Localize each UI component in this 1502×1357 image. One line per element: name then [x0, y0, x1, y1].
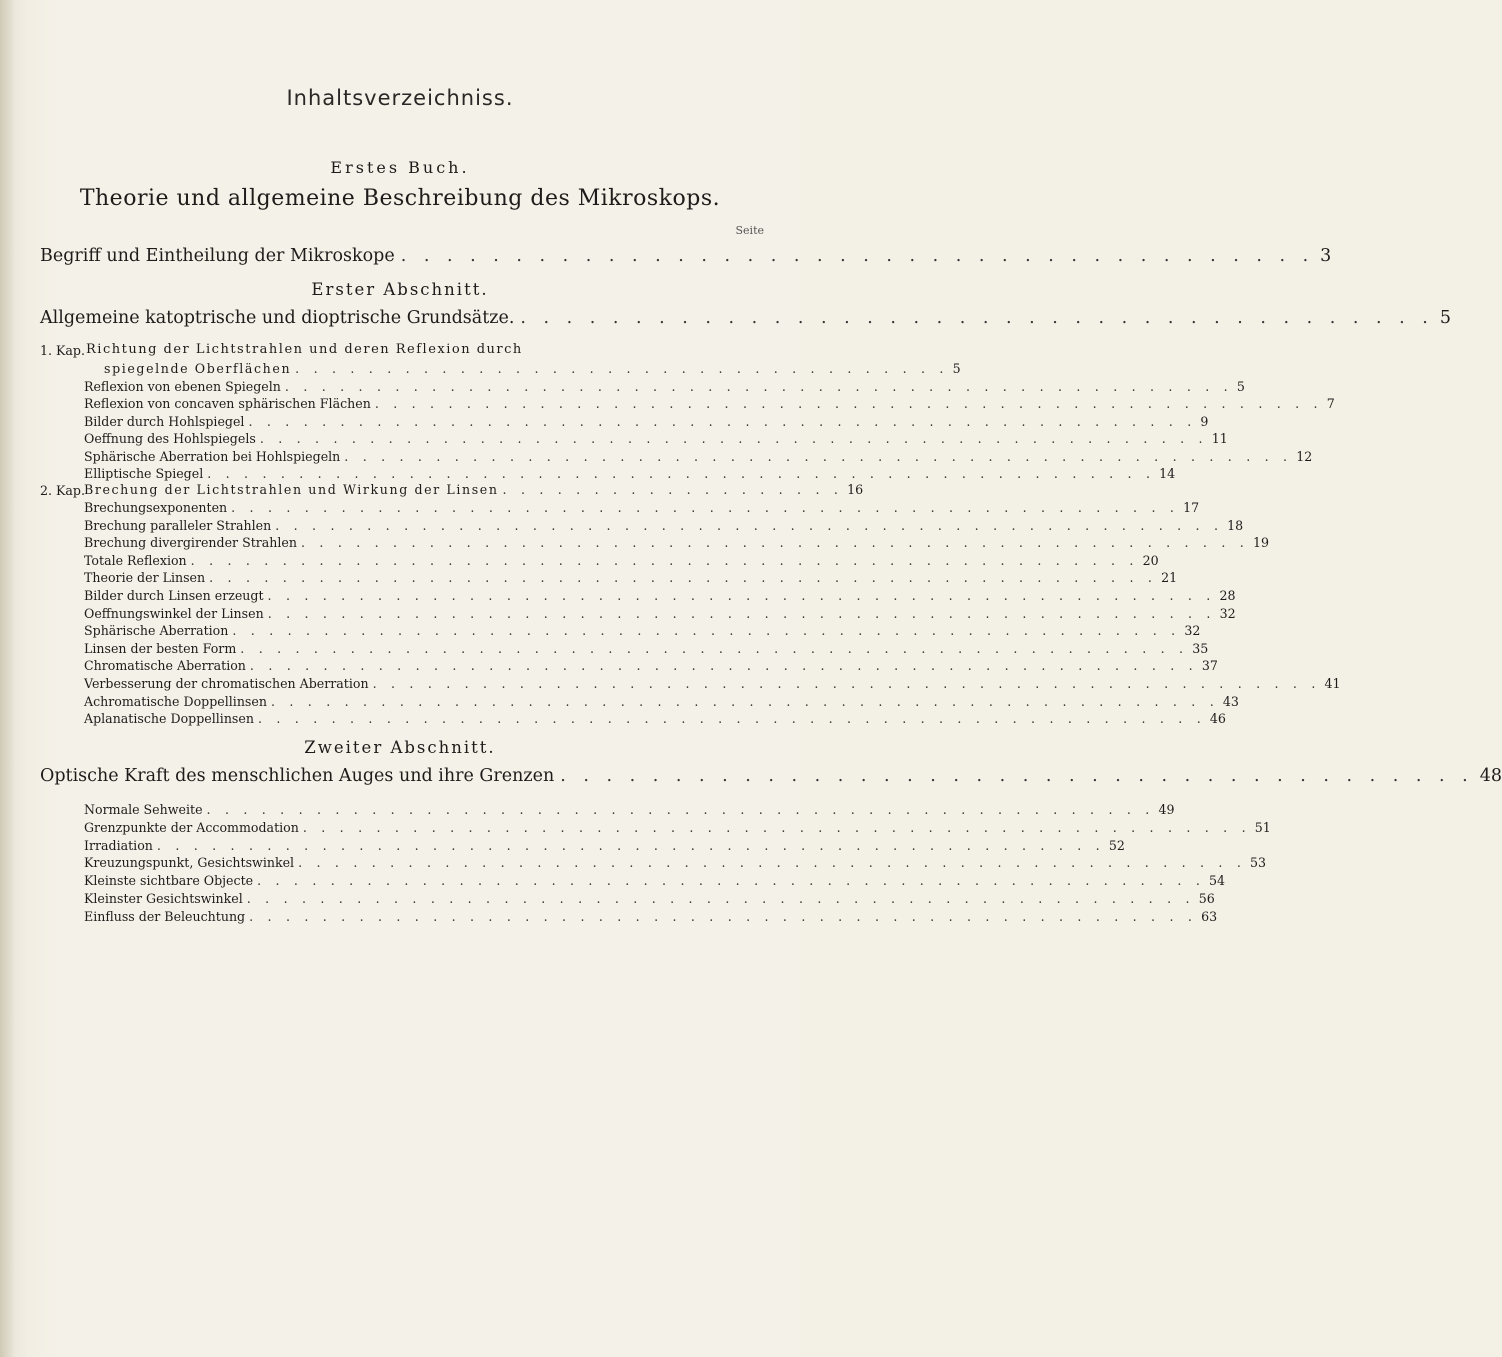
- toc-entry: [84, 588, 1236, 606]
- chapter-number-1: 1. Kap.: [40, 343, 86, 358]
- leader-dots: . . . . . . . . . . . . . . . . . . . . . . . . . . . . . . . . . . . . . . . . . . . . . . . . . . . .: [248, 413, 1197, 429]
- toc-entry: [84, 500, 1200, 518]
- toc-entry-intro: [40, 246, 1332, 266]
- toc-entry: [84, 711, 1226, 729]
- toc-entry-page: 16: [847, 482, 864, 497]
- leader-dots: . . . . . . . . . . . . . . . . . . . . . . . . . . . . . . . . . . . . . . . . . . . . . . . . . . . .: [209, 570, 1158, 586]
- leader-dots: . . . . . . . . . . . . . . . . . . . . . . . . . . . . . . . . . . . . . . . . . . . . . . . . . . . .: [156, 837, 1105, 853]
- leader-dots: . . . . . . . . . . . . . . . . . . . . . . . . . . . . . . . . . . . . . . . . . . . . . . . . . . . .: [259, 431, 1208, 447]
- chapter-number-2: 2. Kap.: [40, 483, 86, 498]
- toc-entry: [84, 819, 1271, 838]
- toc-entry: [84, 873, 1226, 891]
- toc-entry-text: Sphärische Aberration: [84, 623, 229, 639]
- toc-entry-text: Brechungsexponenten: [84, 500, 228, 515]
- leader-dots: . . . . . . . . . . . . . . . . . . . . . . . . . . . . . . . . . . . . . . . .: [560, 766, 1474, 786]
- chapter-title-2: [84, 482, 864, 500]
- toc-entry-text: Reflexion von concaven sphärischen Flächen: [84, 396, 371, 412]
- leader-dots: . . . . . . . . . . . . . . . . . . .: [502, 482, 844, 497]
- leader-dots: . . . . . . . . . . . . . . . . . . . . . . . . . . . . . . . . . . . . . . . . . . . . . . . . . . . .: [275, 517, 1224, 533]
- toc-entry-page: 17: [1183, 500, 1200, 515]
- toc-entry-page: 46: [1209, 711, 1226, 727]
- toc-entry-text: Achromatische Doppellinsen: [84, 693, 267, 709]
- toc-entry-page: 5: [952, 361, 961, 376]
- toc-entry-page: 53: [1250, 855, 1267, 871]
- toc-entry: [84, 855, 1267, 873]
- toc-entry-text: Oeffnung des Hohlspiegels: [84, 431, 256, 447]
- book-subtitle: Theorie und allgemeine Beschreibung des Mikroskops.: [79, 186, 721, 211]
- toc-entry: [84, 517, 1244, 536]
- toc-entry-page: 28: [1219, 588, 1236, 603]
- toc-entry: [84, 676, 1341, 694]
- toc-entry-page: 3: [1320, 246, 1332, 266]
- toc-entry: [84, 837, 1125, 856]
- toc-entry: [84, 693, 1239, 712]
- toc-entry-text: Elliptische Spiegel: [84, 466, 204, 481]
- toc-entry-text: Kleinste sichtbare Objecte: [84, 873, 254, 889]
- toc-entry: [84, 396, 1335, 414]
- toc-entry-page: 63: [1201, 908, 1218, 924]
- leader-dots: . . . . . . . . . . . . . . . . . . . . . . . . . . . . . . . . . . . . . . . . . . . . . . . . . . . .: [298, 855, 1247, 871]
- toc-entry-page: 9: [1200, 413, 1209, 429]
- toc-entry-page: 49: [1158, 802, 1175, 817]
- book-heading: Erstes Buch.: [330, 158, 470, 177]
- leader-dots: . . . . . . . . . . . . . . . . . . . . . . . . . . . . . . . . . . . . . . . . . . . . . . . . . . . .: [257, 711, 1206, 727]
- chapter-title-1-line1: Richtung der Lichtstrahlen und deren Reflexion durch: [86, 342, 523, 357]
- toc-entry-text: Chromatische Aberration: [84, 658, 246, 674]
- toc-entry-text: Kreuzungspunkt, Gesichtswinkel: [84, 855, 295, 871]
- toc-entry-page: 21: [1161, 570, 1178, 586]
- toc-entry-page: 48: [1479, 766, 1502, 786]
- page-title: Inhaltsverzeichniss.: [286, 86, 514, 110]
- page-column-label: Seite: [735, 224, 764, 237]
- toc-entry-text: Optische Kraft des menschlichen Auges und ihre Grenzen: [40, 766, 555, 786]
- toc-entry-text: Begriff und Eintheilung der Mikroskope: [40, 246, 395, 266]
- leader-dots: . . . . . . . . . . . . . . . . . . . . . . . . . . . . . . . . . . . . . . . . . . . . . . . . . . . .: [257, 873, 1206, 889]
- toc-entry-page: 18: [1227, 517, 1244, 533]
- toc-entry-text: Irradiation: [84, 837, 153, 853]
- leader-dots: . . . . . . . . . . . . . . . . . . . . . . . . . . . . . . . . . . . . . . . . . . . . . . . . . . . .: [232, 623, 1181, 639]
- toc-entry: [84, 605, 1236, 624]
- leader-dots: . . . . . . . . . . . . . . . . . . . . . . . . . . . . . . . . . . . . . . . . . . . . . . . . . . . .: [267, 588, 1216, 603]
- toc-entry: [84, 908, 1218, 927]
- toc-entry-text: spiegelnde Oberflächen: [104, 361, 292, 376]
- toc-entry-page: 56: [1198, 891, 1215, 906]
- section-heading-2: Zweiter Abschnitt.: [304, 738, 496, 757]
- leader-dots: . . . . . . . . . . . . . . . . . . . . . . . . . . . . . . . . . . . . . . . . . . . . . . . . . . . .: [249, 908, 1198, 924]
- leader-dots: . . . . . . . . . . . . . . . . . . . . . . . . . . . . . . . . . . . . . . . .: [520, 308, 1434, 328]
- toc-entry: [84, 413, 1209, 432]
- toc-entry-page: 32: [1219, 605, 1236, 621]
- leader-dots: . . . . . . . . . . . . . . . . . . . . . . . . . . . . . . . . . . . . . . . . . . . . . . . . . . . .: [284, 379, 1233, 394]
- toc-entry-page: 5: [1439, 308, 1451, 328]
- toc-entry-text: Totale Reflexion: [84, 552, 187, 568]
- section-heading-1: Erster Abschnitt.: [311, 280, 489, 299]
- toc-entry-text: Brechung divergirender Strahlen: [84, 535, 297, 551]
- toc-entry-text: Bilder durch Hohlspiegel: [84, 413, 245, 429]
- toc-entry: [84, 448, 1313, 467]
- toc-entry: [84, 658, 1218, 676]
- toc-entry-page: 32: [1184, 623, 1201, 639]
- leader-dots: . . . . . . . . . . . . . . . . . . . . . . . . . . . . . . . . . . . . . . . . . . . . . . . . . . . .: [249, 658, 1198, 674]
- leader-dots: . . . . . . . . . . . . . . . . . . . . . . . . . . . . . . . . . . . . . . . . . . . . . . . . . . . .: [231, 500, 1180, 515]
- toc-entry-text: Bilder durch Linsen erzeugt: [84, 588, 264, 603]
- toc-entry: [84, 623, 1201, 641]
- toc-entry-text: Grenzpunkte der Accommodation: [84, 819, 299, 835]
- toc-entry-text: Sphärische Aberration bei Hohlspiegeln: [84, 448, 341, 464]
- leader-dots: . . . . . . . . . . . . . . . . . . . . . . . . . . . . . . . . . . . . . . . . . . . . . . . . . . . .: [302, 819, 1251, 835]
- toc-entry: [84, 640, 1209, 659]
- toc-entry-page: 7: [1326, 396, 1335, 412]
- toc-entry-text: Oeffnungswinkel der Linsen: [84, 605, 264, 621]
- toc-entry-page: 5: [1236, 379, 1245, 394]
- leader-dots: . . . . . . . . . . . . . . . . . . . . . . . . . . . . . . . . . . . . . . . . . . . . . . . . . . . .: [270, 693, 1219, 709]
- leader-dots: . . . . . . . . . . . . . . . . . . . . . . . . . . . . . . . . . . . . . . . . . . . . . . . . . . . .: [372, 676, 1321, 691]
- toc-entry-page: 37: [1201, 658, 1218, 674]
- toc-entry-text: Allgemeine katoptrische und dioptrische Grundsätze.: [40, 308, 515, 328]
- toc-entry-text: Kleinster Gesichtswinkel: [84, 891, 243, 906]
- toc-entry: [84, 570, 1178, 588]
- toc-entry: [84, 891, 1215, 909]
- toc-entry-page: 54: [1209, 873, 1226, 889]
- leader-dots: . . . . . . . . . . . . . . . . . . . . . . . . . . . . . . . . . . . . . . . . . . . . . . . . . . . .: [240, 640, 1189, 656]
- toc-entry-text: Linsen der besten Form: [84, 640, 237, 656]
- leader-dots: . . . . . . . . . . . . . . . . . . . . . . . . . . . . . . . . . . . . . . . . . . . . . . . . . . . .: [190, 552, 1139, 568]
- toc-entry-page: 35: [1192, 640, 1209, 656]
- toc-entry: [84, 431, 1228, 449]
- toc-entry-page: 12: [1296, 448, 1313, 464]
- toc-entry-text: Reflexion von ebenen Spiegeln: [84, 379, 281, 394]
- toc-entry-text: Aplanatische Doppellinsen: [84, 711, 254, 727]
- toc-entry-text: Brechung paralleler Strahlen: [84, 517, 272, 533]
- toc-entry: [84, 535, 1269, 553]
- leader-dots: . . . . . . . . . . . . . . . . . . . . . . . . . . . . . . . . . . . .: [295, 361, 949, 376]
- toc-entry-page: 14: [1159, 466, 1176, 481]
- leader-dots: . . . . . . . . . . . . . . . . . . . . . . . . . . . . . . . . . . . . . . . . . . . . . . . . . . . .: [206, 802, 1155, 817]
- toc-entry: [84, 802, 1175, 820]
- leader-dots: . . . . . . . . . . . . . . . . . . . . . . . . . . . . . . . . . . . . . . . . . . . . . . . . . . . .: [246, 891, 1195, 906]
- leader-dots: . . . . . . . . . . . . . . . . . . . . . . . . . . . . . . . . . . . . . . . . . . . . . . . . . . . .: [374, 396, 1323, 412]
- leader-dots: . . . . . . . . . . . . . . . . . . . . . . . . . . . . . . . . . . . . . . . .: [400, 246, 1315, 266]
- toc-entry-page: 11: [1211, 431, 1228, 447]
- toc-entry: [84, 379, 1245, 397]
- toc-entry-text: Brechung der Lichtstrahlen und Wirkung der Linsen: [84, 482, 499, 497]
- toc-entry-text: Verbesserung der chromatischen Aberration: [84, 676, 369, 691]
- toc-entry-text: Theorie der Linsen: [84, 570, 206, 586]
- toc-entry-page: 20: [1142, 552, 1159, 568]
- toc-section-title-2: [40, 766, 1502, 786]
- toc-entry-page: 43: [1222, 693, 1239, 709]
- leader-dots: . . . . . . . . . . . . . . . . . . . . . . . . . . . . . . . . . . . . . . . . . . . . . . . . . . . .: [207, 466, 1156, 481]
- toc-entry-text: Normale Sehweite: [84, 802, 203, 817]
- leader-dots: . . . . . . . . . . . . . . . . . . . . . . . . . . . . . . . . . . . . . . . . . . . . . . . . . . . .: [267, 605, 1216, 621]
- chapter-title-1-line2: [104, 361, 961, 379]
- toc-entry-page: 51: [1254, 819, 1271, 835]
- toc-entry: [84, 552, 1159, 571]
- leader-dots: . . . . . . . . . . . . . . . . . . . . . . . . . . . . . . . . . . . . . . . . . . . . . . . . . . . .: [344, 448, 1293, 464]
- leader-dots: . . . . . . . . . . . . . . . . . . . . . . . . . . . . . . . . . . . . . . . . . . . . . . . . . . . .: [301, 535, 1249, 551]
- toc-entry-page: 41: [1324, 676, 1341, 691]
- toc-entry-page: 19: [1252, 535, 1269, 551]
- toc-entry-page: 52: [1108, 837, 1125, 853]
- toc-section-title-1: [40, 308, 1451, 328]
- toc-entry-text: Einfluss der Beleuchtung: [84, 908, 246, 924]
